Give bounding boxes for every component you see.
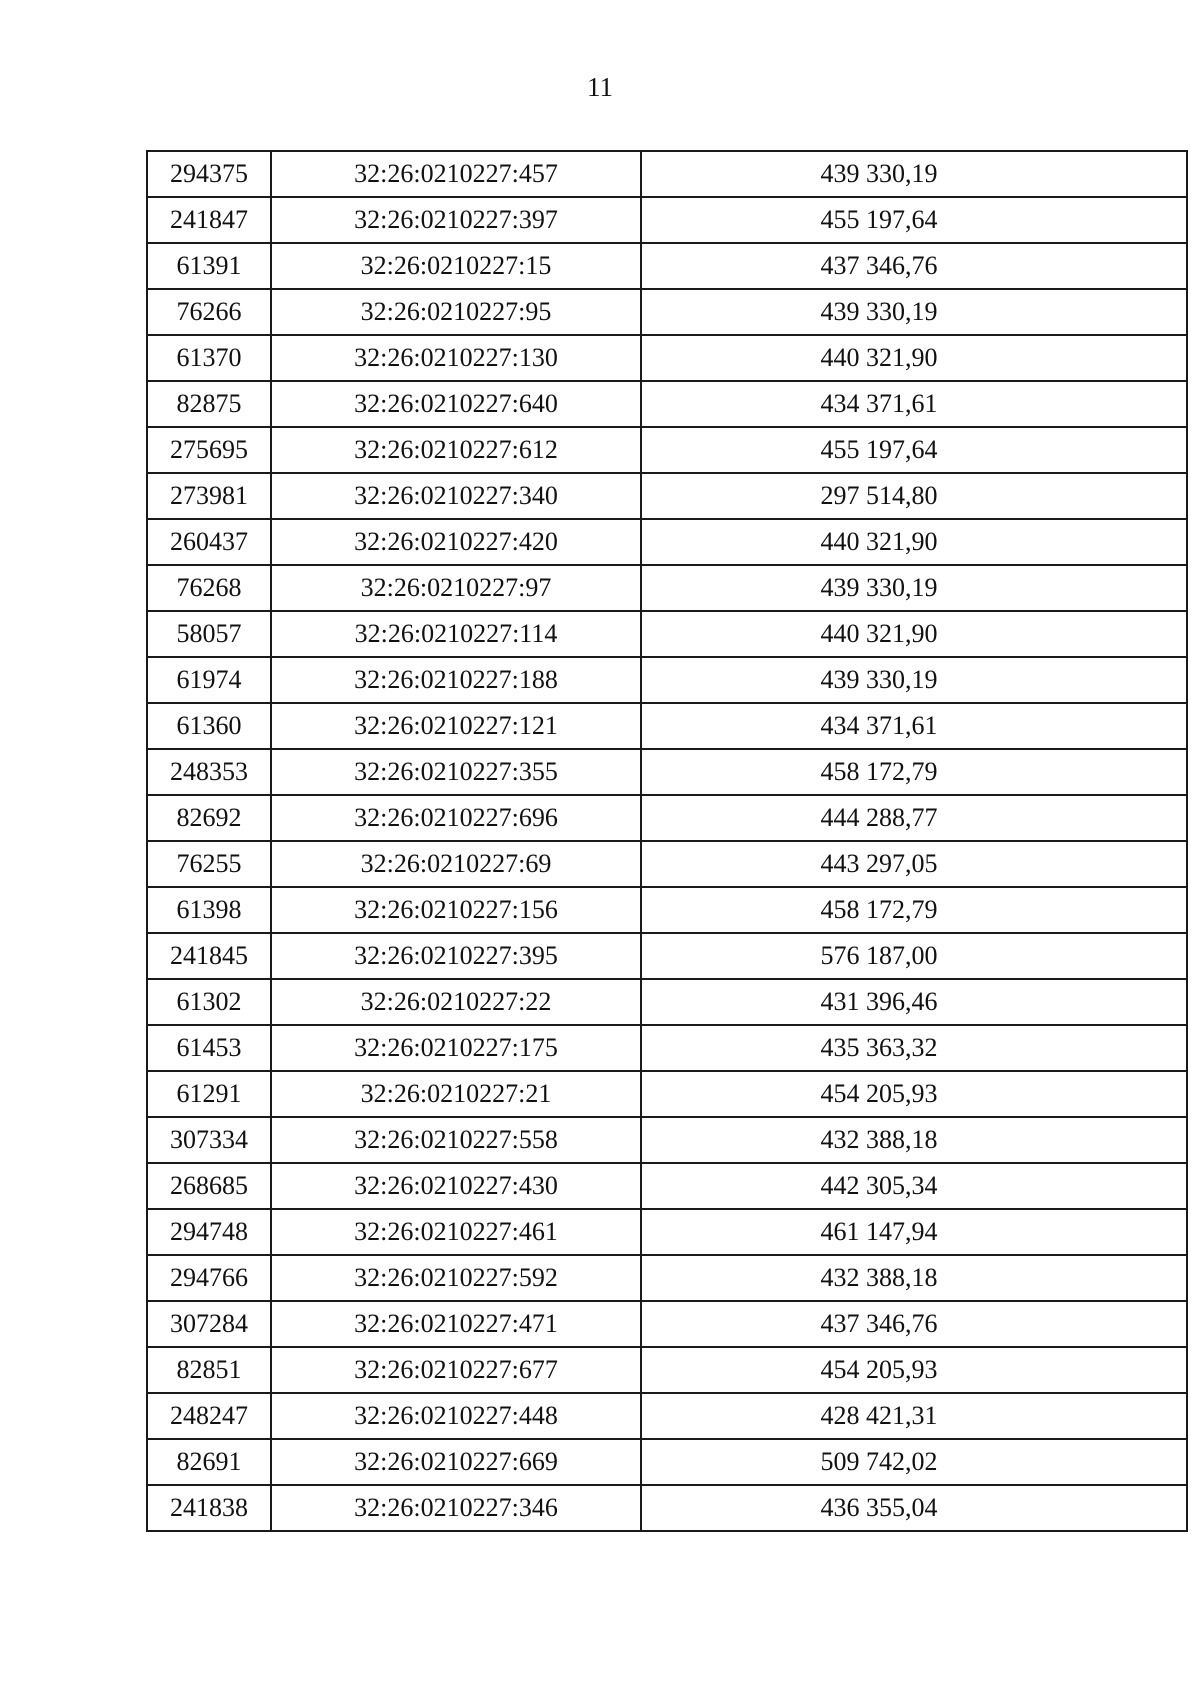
table-row [147, 611, 1187, 657]
cadastral-value-cell: 439 330,19 [641, 657, 1187, 703]
cadastral-value-cell: 440 321,90 [641, 335, 1187, 381]
cadastral-value-cell: 440 321,90 [641, 611, 1187, 657]
cadastral-value-cell: 439 330,19 [641, 565, 1187, 611]
cadastral-value-cell: 509 742,02 [641, 1439, 1187, 1485]
table-row [147, 1439, 1187, 1485]
object-id-cell: 76255 [147, 841, 271, 887]
cadastral-number-cell: 32:26:0210227:592 [271, 1255, 641, 1301]
table-row [147, 1025, 1187, 1071]
table-row [147, 565, 1187, 611]
cadastral-number-cell: 32:26:0210227:457 [271, 151, 641, 197]
table-row [147, 1117, 1187, 1163]
cadastral-value-cell: 439 330,19 [641, 151, 1187, 197]
cadastral-number-cell: 32:26:0210227:395 [271, 933, 641, 979]
object-id-cell: 294766 [147, 1255, 271, 1301]
table-row [147, 703, 1187, 749]
object-id-cell: 61974 [147, 657, 271, 703]
cadastral-number-cell: 32:26:0210227:669 [271, 1439, 641, 1485]
object-id-cell: 82691 [147, 1439, 271, 1485]
table-row [147, 289, 1187, 335]
object-id-cell: 82692 [147, 795, 271, 841]
object-id-cell: 307334 [147, 1117, 271, 1163]
cadastral-number-cell: 32:26:0210227:471 [271, 1301, 641, 1347]
object-id-cell: 76268 [147, 565, 271, 611]
table-row [147, 1301, 1187, 1347]
object-id-cell: 76266 [147, 289, 271, 335]
table-row [147, 1393, 1187, 1439]
table-row [147, 243, 1187, 289]
table-row [147, 1347, 1187, 1393]
cadastral-value-cell: 442 305,34 [641, 1163, 1187, 1209]
table-row [147, 335, 1187, 381]
table-row [147, 427, 1187, 473]
cadastral-value-cell: 458 172,79 [641, 749, 1187, 795]
cadastral-number-cell: 32:26:0210227:188 [271, 657, 641, 703]
cadastral-value-cell: 435 363,32 [641, 1025, 1187, 1071]
table-row [147, 1209, 1187, 1255]
cadastral-number-cell: 32:26:0210227:340 [271, 473, 641, 519]
object-id-cell: 241845 [147, 933, 271, 979]
cadastral-value-cell: 434 371,61 [641, 381, 1187, 427]
object-id-cell: 248353 [147, 749, 271, 795]
table-row [147, 979, 1187, 1025]
cadastral-value-cell: 444 288,77 [641, 795, 1187, 841]
page-number: 11 [587, 72, 613, 102]
cadastral-number-cell: 32:26:0210227:355 [271, 749, 641, 795]
cadastral-number-cell: 32:26:0210227:430 [271, 1163, 641, 1209]
cadastral-number-cell: 32:26:0210227:640 [271, 381, 641, 427]
cadastral-number-cell: 32:26:0210227:677 [271, 1347, 641, 1393]
table-row [147, 1163, 1187, 1209]
object-id-cell: 82875 [147, 381, 271, 427]
cadastral-value-cell: 455 197,64 [641, 427, 1187, 473]
cadastral-value-cell: 434 371,61 [641, 703, 1187, 749]
cadastral-number-cell: 32:26:0210227:346 [271, 1485, 641, 1531]
cadastral-value-cell: 454 205,93 [641, 1071, 1187, 1117]
cadastral-value-cell: 428 421,31 [641, 1393, 1187, 1439]
table-row [147, 1485, 1187, 1531]
object-id-cell: 241847 [147, 197, 271, 243]
cadastral-value-cell: 437 346,76 [641, 1301, 1187, 1347]
cadastral-value-cell: 454 205,93 [641, 1347, 1187, 1393]
object-id-cell: 241838 [147, 1485, 271, 1531]
table-row [147, 473, 1187, 519]
object-id-cell: 248247 [147, 1393, 271, 1439]
cadastral-value-cell: 458 172,79 [641, 887, 1187, 933]
cadastral-value-table [146, 150, 1188, 1532]
cadastral-value-cell: 461 147,94 [641, 1209, 1187, 1255]
cadastral-number-cell: 32:26:0210227:558 [271, 1117, 641, 1163]
object-id-cell: 307284 [147, 1301, 271, 1347]
cadastral-number-cell: 32:26:0210227:397 [271, 197, 641, 243]
table-row [147, 749, 1187, 795]
object-id-cell: 82851 [147, 1347, 271, 1393]
cadastral-value-cell: 439 330,19 [641, 289, 1187, 335]
object-id-cell: 294375 [147, 151, 271, 197]
object-id-cell: 61302 [147, 979, 271, 1025]
object-id-cell: 61370 [147, 335, 271, 381]
object-id-cell: 61391 [147, 243, 271, 289]
object-id-cell: 260437 [147, 519, 271, 565]
cadastral-value-cell: 437 346,76 [641, 243, 1187, 289]
cadastral-value-cell: 432 388,18 [641, 1117, 1187, 1163]
table-row [147, 519, 1187, 565]
cadastral-value-cell: 455 197,64 [641, 197, 1187, 243]
cadastral-number-cell: 32:26:0210227:696 [271, 795, 641, 841]
cadastral-value-cell: 440 321,90 [641, 519, 1187, 565]
table-row [147, 381, 1187, 427]
object-id-cell: 61453 [147, 1025, 271, 1071]
object-id-cell: 275695 [147, 427, 271, 473]
cadastral-number-cell: 32:26:0210227:95 [271, 289, 641, 335]
table-row [147, 657, 1187, 703]
table-row [147, 197, 1187, 243]
cadastral-number-cell: 32:26:0210227:420 [271, 519, 641, 565]
cadastral-number-cell: 32:26:0210227:21 [271, 1071, 641, 1117]
cadastral-value-cell: 432 388,18 [641, 1255, 1187, 1301]
cadastral-number-cell: 32:26:0210227:175 [271, 1025, 641, 1071]
cadastral-number-cell: 32:26:0210227:114 [271, 611, 641, 657]
cadastral-number-cell: 32:26:0210227:612 [271, 427, 641, 473]
table-row [147, 795, 1187, 841]
cadastral-value-cell: 576 187,00 [641, 933, 1187, 979]
table-row [147, 1071, 1187, 1117]
object-id-cell: 58057 [147, 611, 271, 657]
cadastral-value-cell: 443 297,05 [641, 841, 1187, 887]
cadastral-number-cell: 32:26:0210227:156 [271, 887, 641, 933]
object-id-cell: 61398 [147, 887, 271, 933]
object-id-cell: 61360 [147, 703, 271, 749]
cadastral-number-cell: 32:26:0210227:22 [271, 979, 641, 1025]
table-row [147, 887, 1187, 933]
table-row [147, 841, 1187, 887]
object-id-cell: 61291 [147, 1071, 271, 1117]
table-row [147, 933, 1187, 979]
object-id-cell: 294748 [147, 1209, 271, 1255]
object-id-cell: 268685 [147, 1163, 271, 1209]
table-body [147, 151, 1187, 1531]
table-row [147, 1255, 1187, 1301]
cadastral-value-cell: 297 514,80 [641, 473, 1187, 519]
cadastral-number-cell: 32:26:0210227:15 [271, 243, 641, 289]
cadastral-number-cell: 32:26:0210227:130 [271, 335, 641, 381]
cadastral-number-cell: 32:26:0210227:461 [271, 1209, 641, 1255]
table-row [147, 151, 1187, 197]
cadastral-number-cell: 32:26:0210227:69 [271, 841, 641, 887]
cadastral-number-cell: 32:26:0210227:121 [271, 703, 641, 749]
cadastral-value-cell: 436 355,04 [641, 1485, 1187, 1531]
cadastral-value-cell: 431 396,46 [641, 979, 1187, 1025]
cadastral-number-cell: 32:26:0210227:97 [271, 565, 641, 611]
object-id-cell: 273981 [147, 473, 271, 519]
cadastral-number-cell: 32:26:0210227:448 [271, 1393, 641, 1439]
